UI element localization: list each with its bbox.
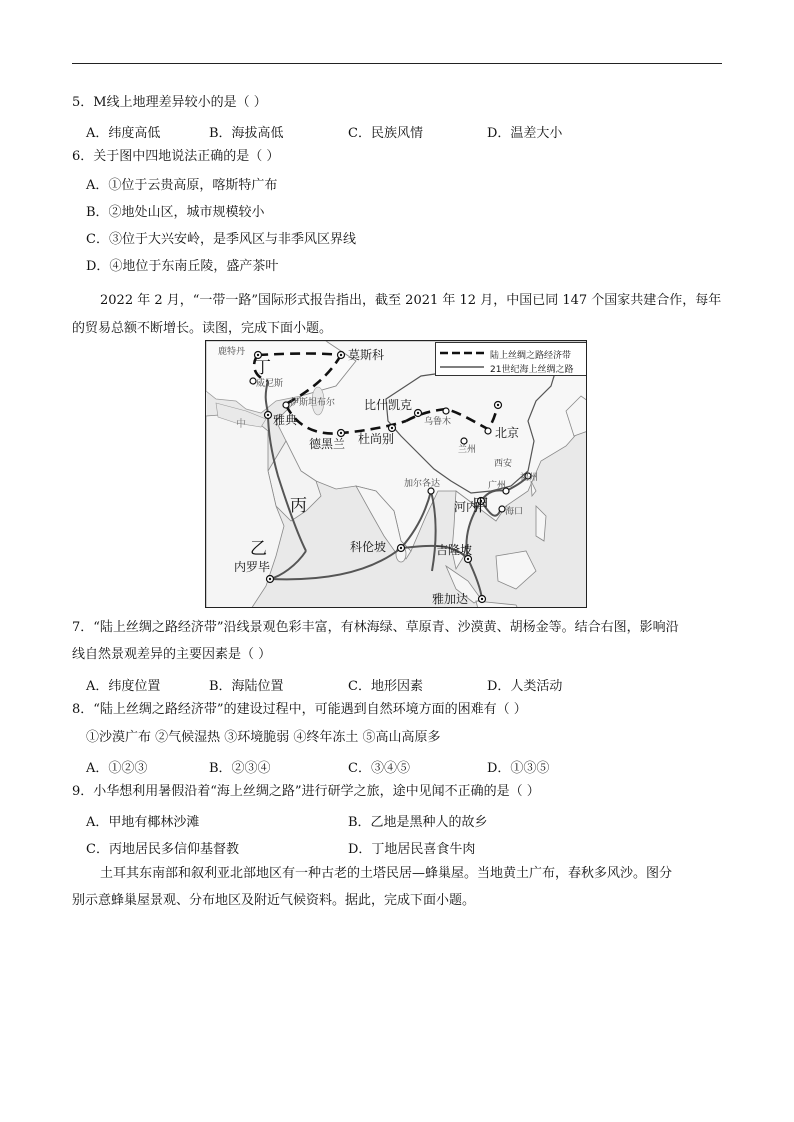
legend-land-label: 陆上丝绸之路经济带	[490, 351, 572, 361]
region-jia: 甲	[472, 496, 489, 516]
header-rule	[72, 63, 722, 64]
city-nairobi: 内罗毕	[234, 560, 271, 574]
city-colombo: 科伦坡	[350, 540, 387, 554]
question-6-stem: 6．关于图中四地说法正确的是（ ）	[72, 149, 280, 164]
city-venice: 威尼斯	[256, 379, 284, 389]
q8-items: ①沙漠广布 ②气候湿热 ③环境脆弱 ④终年冻土 ⑤高山高原多	[86, 730, 441, 745]
q9-option-a: A．甲地有椰林沙滩	[86, 815, 200, 830]
city-hanoi: 河内	[454, 500, 479, 514]
city-rotterdam: 鹿特丹	[218, 347, 246, 357]
intro-paragraph-belt-road: 2022 年 2 月，“一带一路”国际形式报告指出，截至 2021 年 12 月，中国已同 147 个国家共建合作，每年的贸易总额不断增长。读图，完成下面小题。	[72, 293, 722, 336]
question-7-stem-line1: 7．“陆上丝绸之路经济带”沿线景观色彩丰富，有林海绿、草原青、沙漠黄、胡杨金等。结合右图，影响沿	[72, 620, 679, 635]
city-lanzhou: 兰州	[458, 445, 477, 455]
city-kuala-lumpur: 吉隆坡	[436, 543, 473, 557]
city-kolkata: 加尔各达	[404, 479, 441, 489]
q7-option-a: A．纬度位置	[86, 679, 161, 694]
q6-option-c: C．③位于大兴安岭，是季风区与非季风区界线	[86, 232, 356, 247]
q5-option-a: A．纬度高低	[86, 126, 161, 141]
q5-option-b: B．海拔高低	[209, 126, 284, 141]
question-8-stem: 8．“陆上丝绸之路经济带”的建设过程中，可能遇到自然环境方面的困难有（ ）	[72, 702, 527, 717]
city-haikou: 海口	[505, 507, 524, 517]
q8-option-c: C．③④⑤	[348, 761, 410, 776]
q5-option-c: C．民族风情	[348, 126, 423, 141]
q9-option-d: D．丁地居民喜食牛肉	[348, 842, 476, 857]
city-bishkek: 比什凯克	[364, 398, 413, 412]
city-istanbul: 伊斯坦布尔	[290, 398, 336, 408]
q9-option-c: C．丙地居民多信仰基督教	[86, 842, 239, 857]
label-zhong: 中	[236, 419, 246, 430]
map-legend	[435, 342, 587, 376]
intro-paragraph-beehive-line2: 别示意蜂巢屋景观、分布地区及附近气候资料。据此，完成下面小题。	[72, 893, 476, 908]
q8-option-a: A．①②③	[86, 761, 148, 776]
city-xian: 西安	[494, 459, 513, 469]
q6-option-b: B．②地处山区，城市规模较小	[86, 205, 265, 220]
city-guangzhou: 广州	[488, 481, 507, 491]
region-ding: 丁	[254, 358, 271, 378]
q5-option-d: D．温差大小	[487, 126, 563, 141]
intro-paragraph-beehive-line1: 土耳其东南部和叙利亚北部地区有一种古老的土塔民居—蜂巢屋。当地黄土广布，春秋多风沙。图分	[100, 866, 673, 881]
question-5-stem: 5．M线上地理差异较小的是（ ）	[72, 95, 267, 110]
region-yi: 乙	[250, 539, 267, 559]
q7-option-d: D．人类活动	[487, 679, 563, 694]
city-tehran: 德黑兰	[309, 437, 346, 451]
question-9-stem: 9．小华想利用暑假沿着“海上丝绸之路”进行研学之旅，途中见闻不正确的是（ ）	[72, 784, 540, 799]
q6-option-d: D．④地位于东南丘陵，盛产茶叶	[86, 259, 279, 274]
q9-option-b: B．乙地是黑种人的故乡	[348, 815, 488, 830]
q6-option-a: A．①位于云贵高原，喀斯特广布	[86, 178, 278, 193]
region-bing: 丙	[290, 496, 307, 516]
q8-option-d: D．①③⑤	[487, 761, 550, 776]
city-jakarta: 雅加达	[432, 592, 469, 606]
q7-option-b: B．海陆位置	[209, 679, 284, 694]
city-moscow: 莫斯科	[348, 348, 385, 362]
city-fuzhou: 福州	[520, 473, 539, 483]
silk-road-map	[205, 340, 587, 608]
q8-option-b: B．②③④	[209, 761, 271, 776]
city-dushanbe: 杜尚别	[358, 432, 395, 446]
q7-option-c: C．地形因素	[348, 679, 423, 694]
city-beijing: 北京	[495, 426, 520, 440]
city-urumqi: 乌鲁木	[424, 417, 452, 427]
legend-sea-label: 21世纪海上丝绸之路	[490, 365, 574, 375]
city-athens: 雅典	[273, 413, 298, 427]
question-7-stem-line2: 线自然景观差异的主要因素是（ ）	[72, 647, 272, 662]
